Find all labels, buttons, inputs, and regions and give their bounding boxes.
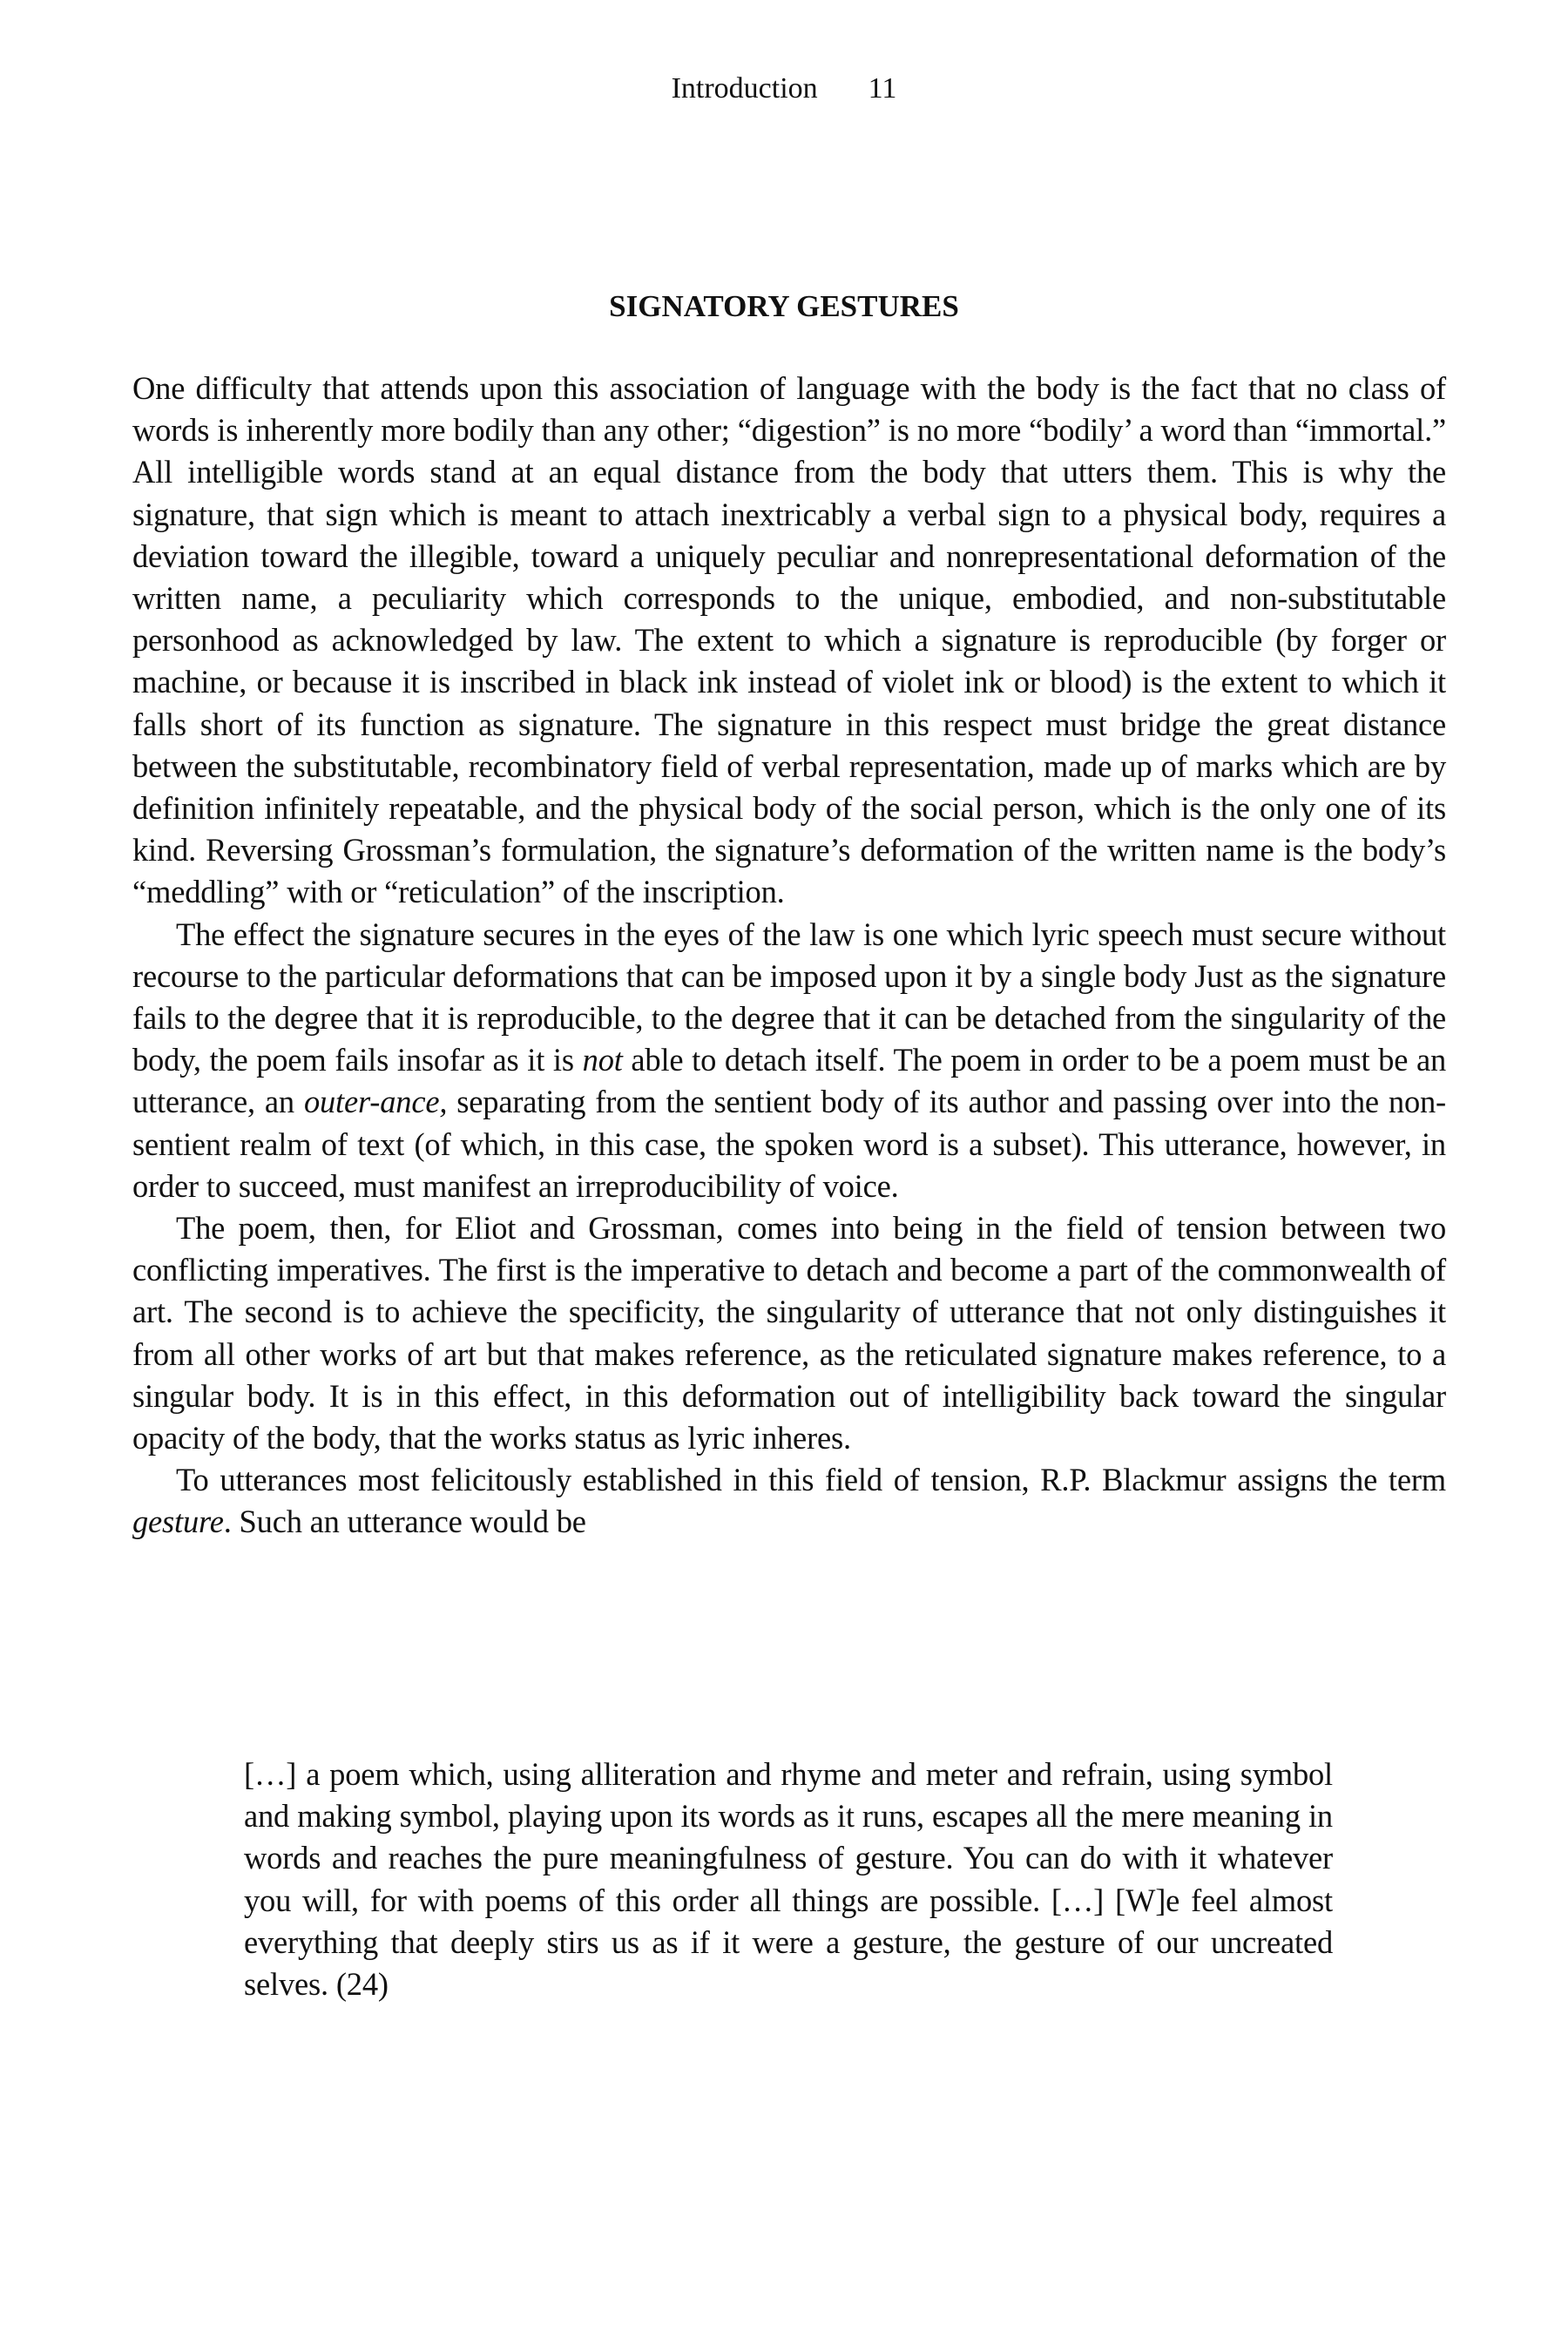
section-heading: SIGNATORY GESTURES: [609, 289, 959, 323]
page-number: 11: [868, 72, 897, 105]
block-quote: [244, 1754, 1333, 2005]
text-segment: . Such an utterance would be: [223, 1504, 586, 1540]
text-segment: The effect the signature secures in the eyes of the law is one which lyric speech must secure without recourse to the particular deformations that can be imposed upon it by a single body Just as the signature fails to the degree that it is reproducible, to the degree that it can be detached from the singularity of the body, the poem fails insofar as it is: [132, 916, 1446, 1078]
italic-text: outer-ance,: [303, 1084, 448, 1120]
italic-text: gesture: [132, 1504, 224, 1540]
italic-text: not: [582, 1042, 623, 1078]
text-segment: The poem, then, for Eliot and Grossman, comes into being in the field of tension between two conflicting imperatives. The first is the imperative to detach and become a part of the commonwealth of art. The second is to achieve the specificity, the singularity of utterance that not only distinguishes it from all other works of art but that makes reference, as the reticulated signature makes reference, to a singular body. It is in this effect, in this deformation out of intelligibility back toward the singular opacity of the body, that the works status as lyric inheres.: [132, 1210, 1446, 1456]
paragraph: [132, 1207, 1446, 1459]
paragraph: [132, 368, 1446, 914]
paragraph: [132, 1459, 1446, 1543]
running-head: [0, 71, 1568, 106]
paragraph: [132, 914, 1446, 1207]
running-head-title: Introduction: [671, 72, 818, 105]
text-segment: One difficulty that attends upon this association of language with the body is the fact that no class of words is inherently more bodily than any other; “digestion” is no more “bodily’ a word than “immortal.” All intelligible words stand at an equal distance from the body that utters them. This is why the signature, that sign which is meant to attach inextricably a verbal sign to a physical body, requires a deviation toward the illegible, toward a uniquely peculiar and nonrepresentational deformation of the written name, a peculiarity which corresponds to the unique, embodied, and non-substitutable personhood as acknowledged by law. The extent to which a signature is reproducible (by forger or machine, or because it is inscribed in black ink instead of violet ink or blood) is the extent to which it falls short of its function as signature. The signature in this respect must bridge the great distance between the substitutable, recombinatory field of verbal representation, made up of marks which are by definition infinitely repeatable, and the physical body of the social person, which is the only one of its kind. Reversing Grossman’s formulation, the signature’s deformation of the written name is the body’s “meddling” with or “reticulation” of the inscription.: [132, 370, 1446, 910]
text-segment: To utterances most felicitously established in this field of tension, R.P. Blackmur assigns the term: [176, 1462, 1446, 1498]
text-segment: able to detach itself. The poem in order to be a poem must be an utterance, an: [132, 1042, 1446, 1120]
block-quote-text: […] a poem which, using alliteration and rhyme and meter and refrain, using symbol and making symbol, playing upon its words as it runs, escapes all the mere meaning in words and reaches the pure meaningfulness of gesture. You can do with it whatever you will, for with poems of this order all things are possible. […] [W]e feel almost everything that deeply stirs us as if it were a gesture, the gesture of our uncreated selves. (24): [244, 1756, 1333, 2003]
text-segment: separating from the sentient body of its author and passing over into the non-sentient realm of text (of which, in this case, the spoken word is a subset). This utterance, however, in order to succeed, must manifest an irreproducibility of voice.: [132, 1084, 1447, 1204]
body-text: [132, 368, 1446, 1544]
